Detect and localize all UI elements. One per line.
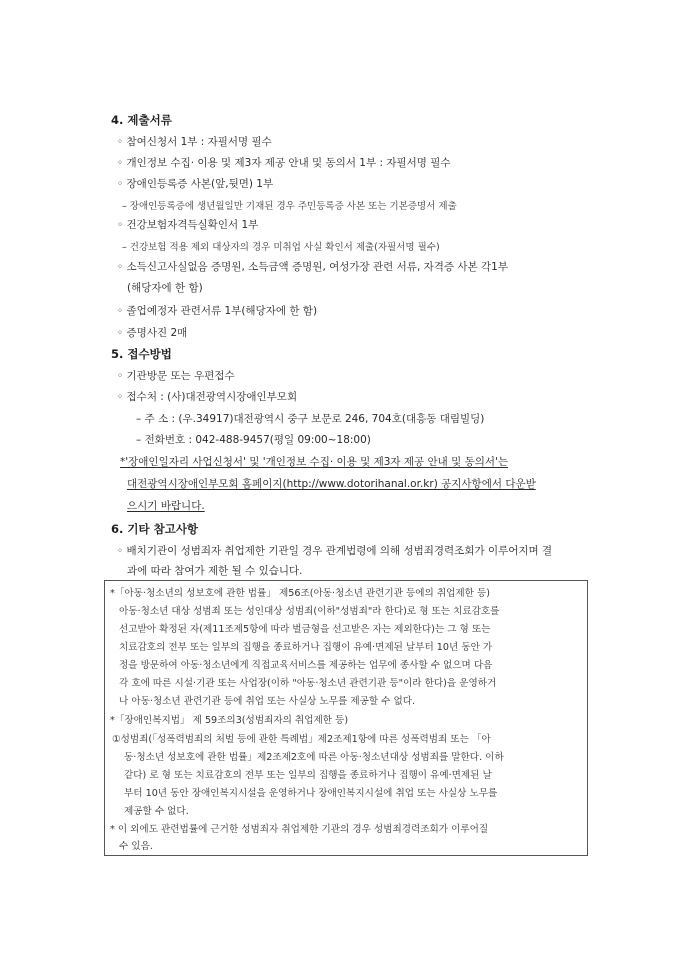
box-line: *「장애인복지법」 제 59조의3(성범죄자의 취업제한 등) bbox=[110, 715, 349, 726]
section-6-title: 6. 기타 참고사항 bbox=[111, 522, 199, 536]
section-5-title: 5. 접수방법 bbox=[111, 347, 172, 361]
list-item: ◦ 배치기관이 성범죄자 취업제한 기관일 경우 관계법령에 의해 성범죄경력조회가 이루어지며 결 bbox=[117, 545, 553, 557]
list-item: ◦ 졸업예정자 관련서류 1부(해당자에 한 함) bbox=[117, 305, 318, 317]
box-line: 아동·청소년 대상 성범죄 또는 성인대상 성범죄(이하"성범죄"라 한다)로 형 또는 치료감호를 bbox=[119, 606, 500, 617]
list-subitem: – 건강보험 적용 제외 대상자의 경우 미취업 사실 확인서 제출(자필서명 필수) bbox=[122, 242, 440, 253]
box-line: 부터 10년 동안 장애인복지시설을 운영하거나 장애인복지시설에 취업 또는 사실상 노무를 bbox=[124, 788, 498, 799]
list-item: ◦ 장애인등록증 사본(앞,뒷면) 1부 bbox=[117, 178, 274, 190]
list-item: ◦ 개인정보 수집· 이용 및 제3자 제공 안내 및 동의서 1부 : 자필서명 필수 bbox=[117, 157, 451, 169]
box-line: 같다) 로 형 또는 치료감호의 전부 또는 일부의 집행을 종료하거나 집행이 유예·면제된 날 bbox=[124, 770, 492, 781]
list-item: ◦ 증명사진 2매 bbox=[117, 327, 188, 339]
box-line: 선고받아 확정된 자(제11조제5항에 따라 벌금형을 선고받은 자는 제외한다)는 그 형 또는 bbox=[119, 624, 491, 635]
box-line: 정을 방문하여 아동·청소년에게 직접교육서비스를 제공하는 업무에 종사할 수 없으며 다음 bbox=[119, 660, 493, 671]
box-line: 치료감호의 전부 또는 일부의 집행을 종료하거나 집행이 유예·면제된 날부터 10년 동안 가 bbox=[119, 642, 493, 653]
list-item-continued: (해당자에 한 함) bbox=[127, 282, 203, 294]
download-note: 으시기 바랍니다. bbox=[127, 500, 205, 512]
box-line: 동·청소년 성보호에 관한 법률」제2조제2호에 따른 아동·청소년대상 성범죄를 말한다. 이하 bbox=[124, 752, 504, 763]
list-item: ◦ 참여신청서 1부 : 자필서명 필수 bbox=[117, 136, 272, 148]
download-note: 대전광역시장애인부모회 홈페이지(http://www.dotorihanal.or.kr) 공지사항에서 다운받 bbox=[127, 478, 536, 490]
list-item: ◦ 건강보험자격득실확인서 1부 bbox=[117, 219, 259, 231]
section-4-title: 4. 제출서류 bbox=[111, 113, 172, 127]
phone-line: – 전화번호 : 042-488-9457(평일 09:00~18:00) bbox=[136, 434, 371, 446]
download-note: *'장애인일자리 사업신청서' 및 '개인정보 수집· 이용 및 제3자 제공 안내 및 동의서'는 bbox=[120, 456, 509, 468]
box-line: 제공할 수 없다. bbox=[124, 806, 189, 817]
box-line: 수 있음. bbox=[119, 841, 153, 852]
box-line: * 이 외에도 관련법률에 근거한 성범죄자 취업제한 기관의 경우 성범죄경력조회가 이루어질 bbox=[110, 824, 489, 835]
list-subitem: – 장애인등록증에 생년월일만 기재된 경우 주민등록증 사본 또는 기본증명서 제출 bbox=[122, 201, 457, 212]
address-line: – 주 소 : (우.34917)대전광역시 중구 보문로 246, 704호(대흥동 대림빌딩) bbox=[136, 413, 485, 425]
list-item: ◦ 기관방문 또는 우편접수 bbox=[117, 370, 235, 382]
box-line: 각 호에 따른 시설·기관 또는 사업장(이하 "아동·청소년 관련기관 등"이라 한다)을 운영하거 bbox=[119, 678, 497, 689]
box-line: *「아동·청소년의 성보호에 관한 법률」 제56조(아동·청소년 관련기관 등에의 취업제한 등) bbox=[110, 588, 491, 599]
list-item-continued: 과에 따라 참여가 제한 될 수 있습니다. bbox=[127, 565, 303, 577]
list-item: ◦ 소득신고사실없음 증명원, 소득금액 증명원, 여성가장 관련 서류, 자격증 사본 각1부 bbox=[117, 261, 508, 273]
box-line: 나 아동·청소년 관련기관 등에 취업 또는 사실상 노무를 제공할 수 없다. bbox=[119, 696, 416, 707]
box-line: ①성범죄(「성폭력범죄의 처벌 등에 관한 특례법」제2조제1항에 따른 성폭력범죄 또는 「아 bbox=[112, 734, 491, 745]
list-item: ◦ 접수처 : (사)대전광역시장애인부모회 bbox=[117, 391, 298, 403]
